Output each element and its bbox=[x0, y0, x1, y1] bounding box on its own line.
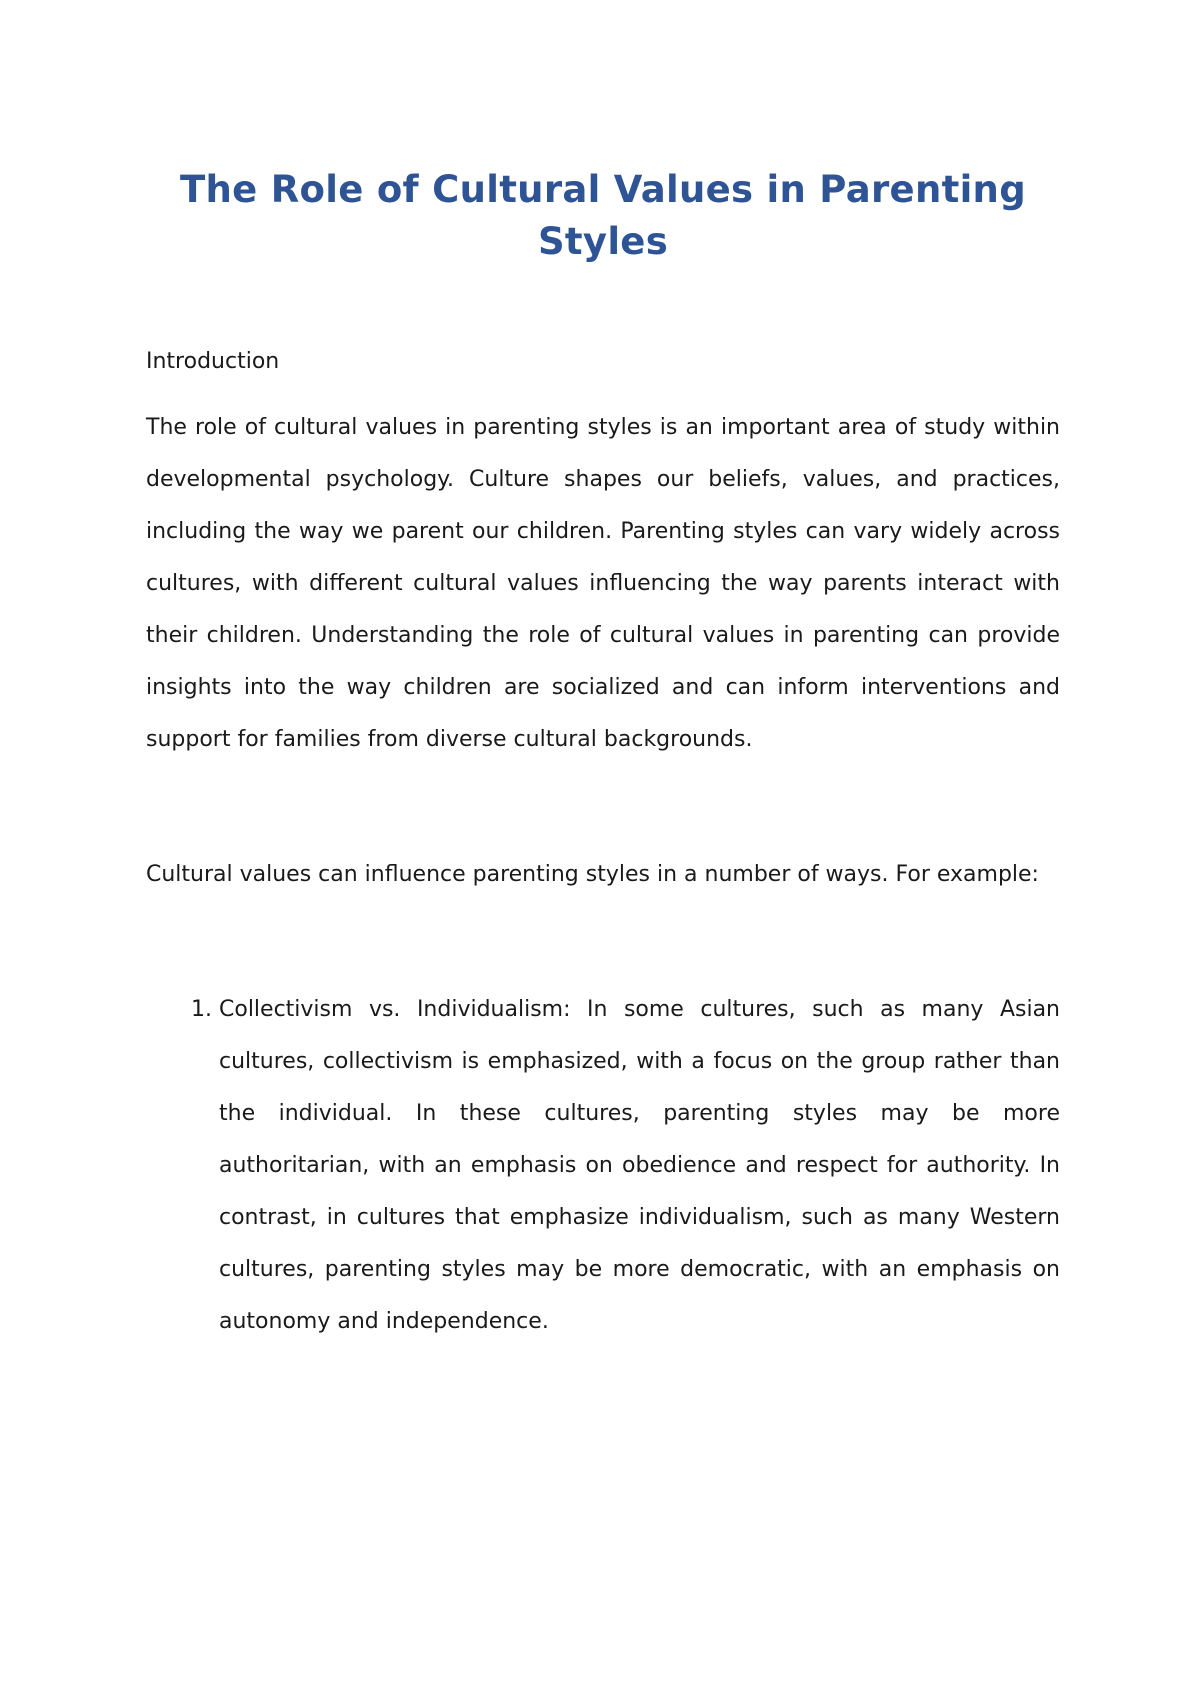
intro-paragraph: The role of cultural values in parenting styles is an important area of study within developmental psychology. Culture shapes our beliefs, values, and practices, including the way we parent our children. Parenting styles can vary widely across cultures, with different cultural values influencing the way parents interact with their children. Understanding the role of cultural values in parenting can provide insights into the way children are socialized and can inform interventions and support for families from diverse cultural backgrounds. bbox=[146, 415, 1060, 752]
document-content bbox=[146, 164, 1060, 1348]
list-item: 1. Collectivism vs. Individualism: In some cultures, such as many Asian cultures, collectivism is emphasized, with a focus on the group rather than the individual. In these cultures, parenting styles may be more authoritarian, with an emphasis on obedience and respect for authority. In contrast, in cultures that emphasize individualism, such as many Western cultures, parenting styles may be more democratic, with an emphasis on autonomy and independence. bbox=[219, 984, 1060, 1348]
document-title: The Role of Cultural Values in Parenting Styles bbox=[180, 168, 1026, 263]
section-heading-introduction: Introduction bbox=[146, 349, 280, 374]
numbered-list bbox=[146, 984, 1060, 1348]
cultural-values-paragraph: Cultural values can influence parenting styles in a number of ways. For example: bbox=[146, 862, 1039, 887]
